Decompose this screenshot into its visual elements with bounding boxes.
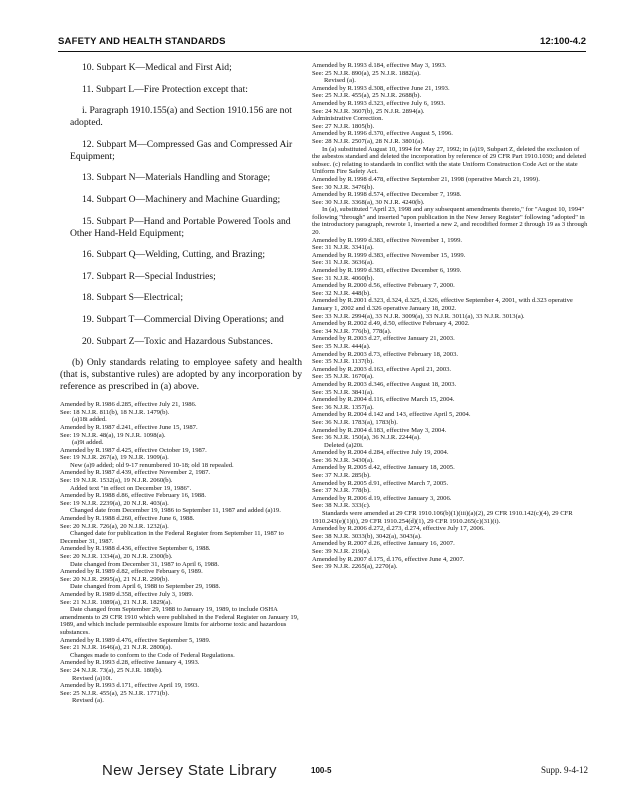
history-note: Changes made to conform to the Code of Federal Regulations. <box>70 651 235 659</box>
subpart-item: 13. Subpart N—Materials Handling and Storage; <box>82 172 271 184</box>
history-note: Amended by R.1993 d.28, effective January 4, 1993. <box>60 659 200 667</box>
history-note: Amended by R.1999 d.383, effective November 1, 1999. <box>312 236 463 244</box>
subpart-item: 16. Subpart Q—Welding, Cutting, and Brazing; <box>82 249 266 261</box>
subpart-item: 15. Subpart P—Hand and Portable Powered Tools and Other Hand-Held Equipment; <box>70 215 291 239</box>
history-note: Date changed from December 31, 1987 to April 6, 1988. <box>70 560 220 568</box>
history-note: See: 38 N.J.R. 333(c). <box>312 502 371 510</box>
header-section-number: 12:100-4.2 <box>540 36 586 47</box>
history-note: Amended by R.2003 d.73, effective February 18, 2003. <box>312 350 459 358</box>
history-note: In (a), substituted "April 23, 1998 and any subsequent amendments thereto," for "August 10, 1994" following "through" and inserted "upon publication in the New Jersey Register" following "adopted" in the introductory paragraph, rewrote 1, inserted a new 2, and recodified former 2 through 19 as 3 through 20. <box>312 206 588 237</box>
history-note: Amended by R.2007 d.26, effective January 16, 2007. <box>312 540 455 548</box>
history-note: Amended by R.1993 d.184, effective May 3, 1993. <box>312 62 447 69</box>
history-note: Amended by R.2005 d.42, effective January 18, 2005. <box>312 464 455 472</box>
history-note: Amended by R.1993 d.308, effective June 21, 1993. <box>312 84 450 92</box>
history-note: See: 19 N.J.R. 1532(a), 19 N.J.R. 2060(b). <box>60 477 173 485</box>
subpart-item: 19. Subpart T—Commercial Diving Operations; and <box>82 313 284 325</box>
history-note: See: 36 N.J.R. 150(a), 36 N.J.R. 2244(a). <box>312 434 421 442</box>
history-note: Amended by R.2006 d.19, effective January 3, 2006. <box>312 494 452 502</box>
history-note: In (a) substituted August 10, 1994 for May 27, 1992; in (a)19, Subpart Z, deleted the exclusion of the asbestos standard and deleted the incorporation by reference of 29 CFR Part 1910.1030; and deleted subsec. (c) relating to standards in conflict with the state Uniform Construction Code Act or the state Uniform Fire Safety Act. <box>312 145 586 176</box>
history-note: See: 36 N.J.R. 1357(a). <box>312 403 374 411</box>
subpart-item: 17. Subpart R—Special Industries; <box>82 270 216 282</box>
history-note: Amended by R.1993 d.323, effective July 6, 1993. <box>312 99 446 107</box>
history-note: Revised (a)10i. <box>72 674 113 682</box>
history-note: Changed date from December 19, 1986 to September 11, 1987 and added (a)19. <box>70 507 281 515</box>
history-note: Amended by R.1987 d.439, effective November 2, 1987. <box>60 469 211 477</box>
history-note: Amended by R.1998 d.574, effective December 7, 1998. <box>312 191 462 199</box>
history-note: Deleted (a)20i. <box>324 441 364 449</box>
running-header <box>58 36 586 50</box>
history-note: See: 39 N.J.R. 2265(a), 2270(a). <box>312 563 398 571</box>
history-note: Amended by R.1989 d.476, effective September 5, 1989. <box>60 636 211 644</box>
subpart-item: 10. Subpart K—Medical and First Aid; <box>82 62 232 73</box>
history-note: Amended by R.1996 d.370, effective August 5, 1996. <box>312 130 453 138</box>
right-column <box>312 62 588 571</box>
history-note: See: 36 N.J.R. 1783(a), 1783(b). <box>312 418 398 426</box>
history-note: See: 35 N.J.R. 444(a). <box>312 342 371 350</box>
history-note: See: 34 N.J.R. 776(b), 778(a). <box>312 327 392 335</box>
history-note: See: 30 N.J.R. 3476(b). <box>312 183 375 191</box>
history-note: Amended by R.1988 d.86, effective February 16, 1988. <box>60 492 207 500</box>
history-note: Amended by R.1987 d.425, effective October 19, 1987. <box>60 446 207 454</box>
history-note: (a)9i added. <box>72 439 104 447</box>
history-note: See: 24 N.J.R. 3607(b), 25 N.J.R. 2894(a). <box>312 107 425 115</box>
history-notes-left <box>60 401 302 705</box>
history-note: See: 25 N.J.R. 455(a), 25 N.J.R. 2688(b). <box>312 92 422 100</box>
history-note: See: 31 N.J.R. 3341(a). <box>312 244 374 252</box>
history-note: Amended by R.2003 d.27, effective January 21, 2003. <box>312 335 455 343</box>
history-note: See: 20 N.J.R. 1334(a), 20 N.J.R. 2300(b). <box>60 553 173 560</box>
history-note: See: 35 N.J.R. 1137(b). <box>312 358 374 366</box>
history-note: Added text "in effect on December 19, 1986". <box>70 484 192 492</box>
history-note: Amended by R.2000 d.56, effective February 7, 2000. <box>312 282 455 290</box>
supplement-date: Supp. 9-4-12 <box>541 765 588 775</box>
history-note: See: 31 N.J.R. 4060(b). <box>312 274 375 282</box>
history-note: See: 37 N.J.R. 778(b). <box>312 487 371 495</box>
history-note: See: 31 N.J.R. 3636(a). <box>312 259 374 267</box>
left-column <box>60 62 302 705</box>
history-note: See: 18 N.J.R. 811(b), 18 N.J.R. 1479(b). <box>60 408 170 416</box>
history-note: See: 24 N.J.R. 73(a), 25 N.J.R. 180(b). <box>60 666 163 674</box>
history-note: Amended by R.1989 d.82, effective February 6, 1989. <box>60 568 203 576</box>
history-note: Amended by R.1988 d.436, effective September 6, 1988. <box>60 545 211 553</box>
history-note: Amended by R.2006 d.272, d.273, d.274, effective July 17, 2006. <box>312 525 485 533</box>
history-note: See: 38 N.J.R. 3033(b), 3042(a), 3043(a). <box>312 532 422 540</box>
history-note: See: 19 N.J.R. 48(a), 19 N.J.R. 1098(a). <box>60 431 166 439</box>
history-note: Amended by R.2004 d.183, effective May 3, 2004. <box>312 426 447 434</box>
subpart-list <box>60 62 302 348</box>
history-note: Amended by R.1999 d.383, effective December 6, 1999. <box>312 267 462 275</box>
history-note: Amended by R.1989 d.358, effective July 3, 1989. <box>60 590 194 598</box>
history-note: See: 27 N.J.R. 1805(b). <box>312 122 375 130</box>
history-note: Amended by R.2004 d.116, effective March 15, 2004. <box>312 396 455 404</box>
history-note: Amended by R.1987 d.241, effective June 15, 1987. <box>60 423 198 431</box>
subpart-item: 14. Subpart O—Machinery and Machine Guarding; <box>82 193 281 205</box>
history-note: Amended by R.2004 d.284, effective July 19, 2004. <box>312 449 449 457</box>
history-note: Amended by R.2004 d.142 and 143, effective April 5, 2004. <box>312 411 471 419</box>
header-title: SAFETY AND HEALTH STANDARDS <box>58 36 226 47</box>
history-note: See: 35 N.J.R. 3841(a). <box>312 388 374 396</box>
history-note: Revised (a). <box>72 697 104 705</box>
history-note: Amended by R.1988 d.260, effective June 6, 1988. <box>60 515 195 523</box>
history-note: See: 20 N.J.R. 726(a), 20 N.J.R. 1232(a). <box>60 522 169 530</box>
history-note: Amended by R.2002 d.49, d.50, effective February 4, 2002. <box>312 320 470 328</box>
library-watermark: New Jersey State Library <box>102 762 277 779</box>
history-note: See: 21 N.J.R. 1089(a), 21 N.J.R. 1829(a). <box>60 598 173 606</box>
history-note: See: 39 N.J.R. 219(a). <box>312 548 371 555</box>
history-note: See: 36 N.J.R. 3430(a). <box>312 456 374 464</box>
history-note: See: 25 N.J.R. 890(a), 25 N.J.R. 1882(a). <box>312 69 421 77</box>
subpart-item: 12. Subpart M—Compressed Gas and Compressed Air Equipment; <box>70 138 293 162</box>
subpart-item: 18. Subpart S—Electrical; <box>82 292 183 304</box>
page-footer <box>58 762 588 782</box>
history-note: (a)18i added. <box>72 416 107 424</box>
paragraph-b: (b) Only standards relating to employee safety and health (that is, substantive rules) are adopted by any incorporation by reference as prescribed in (a) above. <box>60 357 302 393</box>
subpart-item: 11. Subpart L—Fire Protection except that: <box>82 83 248 95</box>
history-note: New (a)9 added; old 9-17 renumbered 10-18; old 18 repealed. <box>70 461 234 469</box>
page-number: 100-5 <box>311 766 332 775</box>
history-note: See: 35 N.J.R. 1670(a). <box>312 373 374 381</box>
history-note: See: 32 N.J.R. 448(b). <box>312 289 371 297</box>
history-note: See: 19 N.J.R. 267(a), 19 N.J.R. 1909(a). <box>60 454 169 462</box>
history-notes-right <box>312 62 588 571</box>
history-note: See: 30 N.J.R. 3368(a), 30 N.J.R. 4240(b). <box>312 198 425 206</box>
history-note: Amended by R.2001 d.323, d.324, d.325, d.326, effective September 4, 2001, with d.323 operative January 1, 2002 and d.326 operative January 18, 2002. <box>312 297 573 312</box>
history-note: Amended by R.2005 d.91, effective March 7, 2005. <box>312 479 449 487</box>
history-note: See: 20 N.J.R. 2995(a), 21 N.J.R. 299(b). <box>60 575 170 583</box>
history-note: Amended by R.2007 d.175, d.176, effective June 4, 2007. <box>312 555 465 563</box>
history-note: Amended by R.2003 d.346, effective August 18, 2003. <box>312 380 457 388</box>
history-note: See: 21 N.J.R. 1646(a), 21 N.J.R. 2800(a). <box>60 644 173 652</box>
header-rule <box>58 51 586 52</box>
history-note: Changed date for publication in the Federal Register from September 11, 1987 to December 31, 1987. <box>60 530 284 545</box>
history-note: Revised (a). <box>324 77 356 85</box>
history-note: See: 37 N.J.R. 285(b). <box>312 472 371 480</box>
history-note: Date changed from April 6, 1988 to September 29, 1988. <box>70 583 221 591</box>
history-note: Amended by R.1993 d.171, effective April 19, 1993. <box>60 682 200 690</box>
history-note: Standards were amended at 29 CFR 1910.106(b)(1)(iii)(a)(2), 29 CFR 1910.142(c)(4), 29 CFR 1910.243(e)(1)(i), 29 CFR 1910.254(d)(1), 29 CFR 1910.265(c)(31)(i). <box>312 510 573 525</box>
history-note: See: 19 N.J.R. 2239(a), 20 N.J.R. 403(a). <box>60 499 169 507</box>
history-note: See: 25 N.J.R. 455(a), 25 N.J.R. 1771(b). <box>60 689 170 697</box>
history-note: See: 33 N.J.R. 2994(a), 33 N.J.R. 3009(a), 33 N.J.R. 3011(a), 33 N.J.R. 3013(a). <box>312 312 525 320</box>
history-note: Amended by R.1998 d.478, effective September 21, 1998 (operative March 21, 1999). <box>312 175 540 183</box>
subpart-item: i. Paragraph 1910.155(a) and Section 1910.156 are not adopted. <box>70 105 292 129</box>
history-note: Amended by R.2003 d.163, effective April 21, 2003. <box>312 365 452 373</box>
history-note: Amended by R.1986 d.285, effective July 21, 1986. <box>60 401 197 409</box>
history-note: Date changed from September 29, 1988 to January 19, 1989, to include OSHA amendments to 29 CFR 1910 which were published in the Federal Register on January 19, 1989, and which include permissible exposure limits for airborne toxic and hazardous substances. <box>60 606 299 636</box>
history-note: See: 28 N.J.R. 2507(a), 28 N.J.R. 3801(a). <box>312 137 425 145</box>
subpart-item: 20. Subpart Z—Toxic and Hazardous Substances. <box>82 335 273 347</box>
history-note: Administrative Correction. <box>312 115 384 123</box>
history-note: Amended by R.1999 d.383, effective November 15, 1999. <box>312 251 466 259</box>
